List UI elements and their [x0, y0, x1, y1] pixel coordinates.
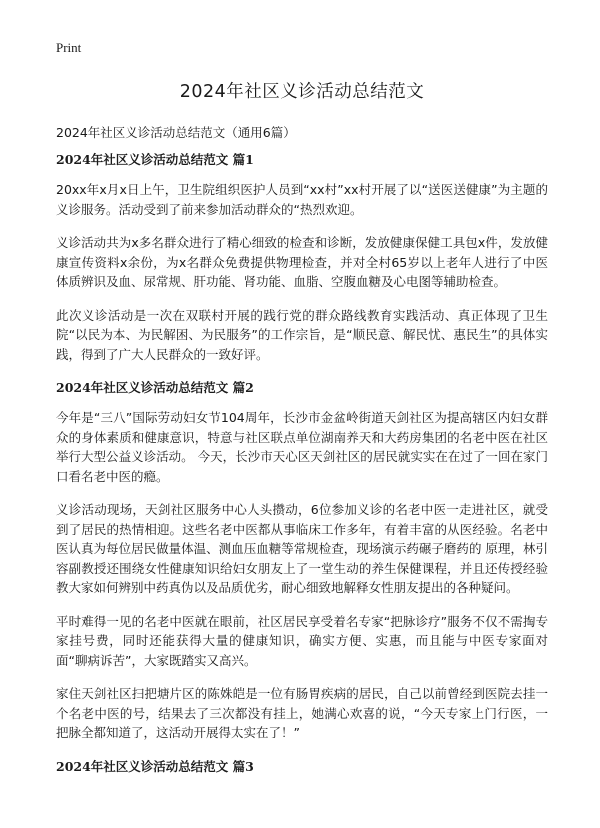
paragraph: 平时难得一见的名老中医就在眼前，社区居民享受着名专家“把脉诊疗”服务不仅不需掏专家挂号费，同时还能获得大量的健康知识，确实方便、实惠，而且能与中医专家面对面“聊病诉苦”，大家既踏实又高兴。: [56, 613, 548, 668]
section-heading: 2024年社区义诊活动总结范文 篇1: [56, 152, 254, 167]
section-3: [56, 757, 548, 775]
section-heading: 2024年社区义诊活动总结范文 篇3: [56, 758, 254, 774]
section-2: [56, 378, 548, 743]
print-label[interactable]: Print: [56, 40, 82, 55]
paragraph: 义诊活动现场，天剑社区服务中心人头攒动，6位参加义诊的名老中医一走进社区，就受到了居民的热情相迎。这些名老中医都从事临床工作多年，有着丰富的从医经验。名老中医认真为每位居民做量体温、测血压血糖等常规检查，现场演示药碾子磨药的 原理，林引容副教授还围绕女性健康知识给妇女朋友上了一堂生动的养生保健课程，并且还传授经验教大家如何辨别中药真伪以及品质优劣，耐心细致地解释女性朋友提出的各种疑问。: [56, 502, 548, 595]
document-subtitle: 2024年社区义诊活动总结范文（通用6篇）: [56, 125, 296, 140]
section-heading: 2024年社区义诊活动总结范文 篇2: [56, 380, 254, 395]
paragraph: 20xx年x月x日上午，卫生院组织医护人员到“xx村”xx村开展了以“送医送健康”为主题的义诊服务。活动受到了前来参加活动群众的“热烈欢迎。: [56, 182, 548, 217]
paragraph: 义诊活动共为x多名群众进行了精心细致的检查和诊断，发放健康保健工具包x件，发放健康宣传资料x余份，为x名群众免费提供物理检查，并对全村65岁以上老年人进行了中医体质辨识及血、尿常规、肝功能、肾功能、血脂、空腹血糖及心电图等辅助检查。: [56, 235, 548, 289]
paragraph: 今年是“三八”国际劳动妇女节104周年，长沙市金盆岭街道天剑社区为提高辖区内妇女群众的身体素质和健康意识，特意与社区联点单位湖南养天和大药房集团的名老中医在社区举行大型公益义诊活动。 今天，长沙市天心区天剑社区的居民就实实在在过了一回在家门口看名老中医的瘾。: [56, 410, 548, 484]
document-title: 2024年社区义诊活动总结范文: [179, 82, 425, 102]
paragraph: 此次义诊活动是一次在双联村开展的践行党的群众路线教育实践活动、真正体现了卫生院“以民为本、为民解困、为民服务”的工作宗旨，是“顺民意、解民忧、惠民生”的具体实践，得到了广大人民群众的一致好评。: [56, 307, 548, 362]
paragraph: 家住天剑社区扫把塘片区的陈姝皑是一位有肠胃疾病的居民，自己以前曾经到医院去挂一个名老中医的号，结果去了三次都没有挂上，她满心欢喜的说，“今天专家上门行医，一把脉全都知道了，这活动开展得太实在了！”: [56, 686, 548, 740]
section-1: [56, 150, 548, 364]
